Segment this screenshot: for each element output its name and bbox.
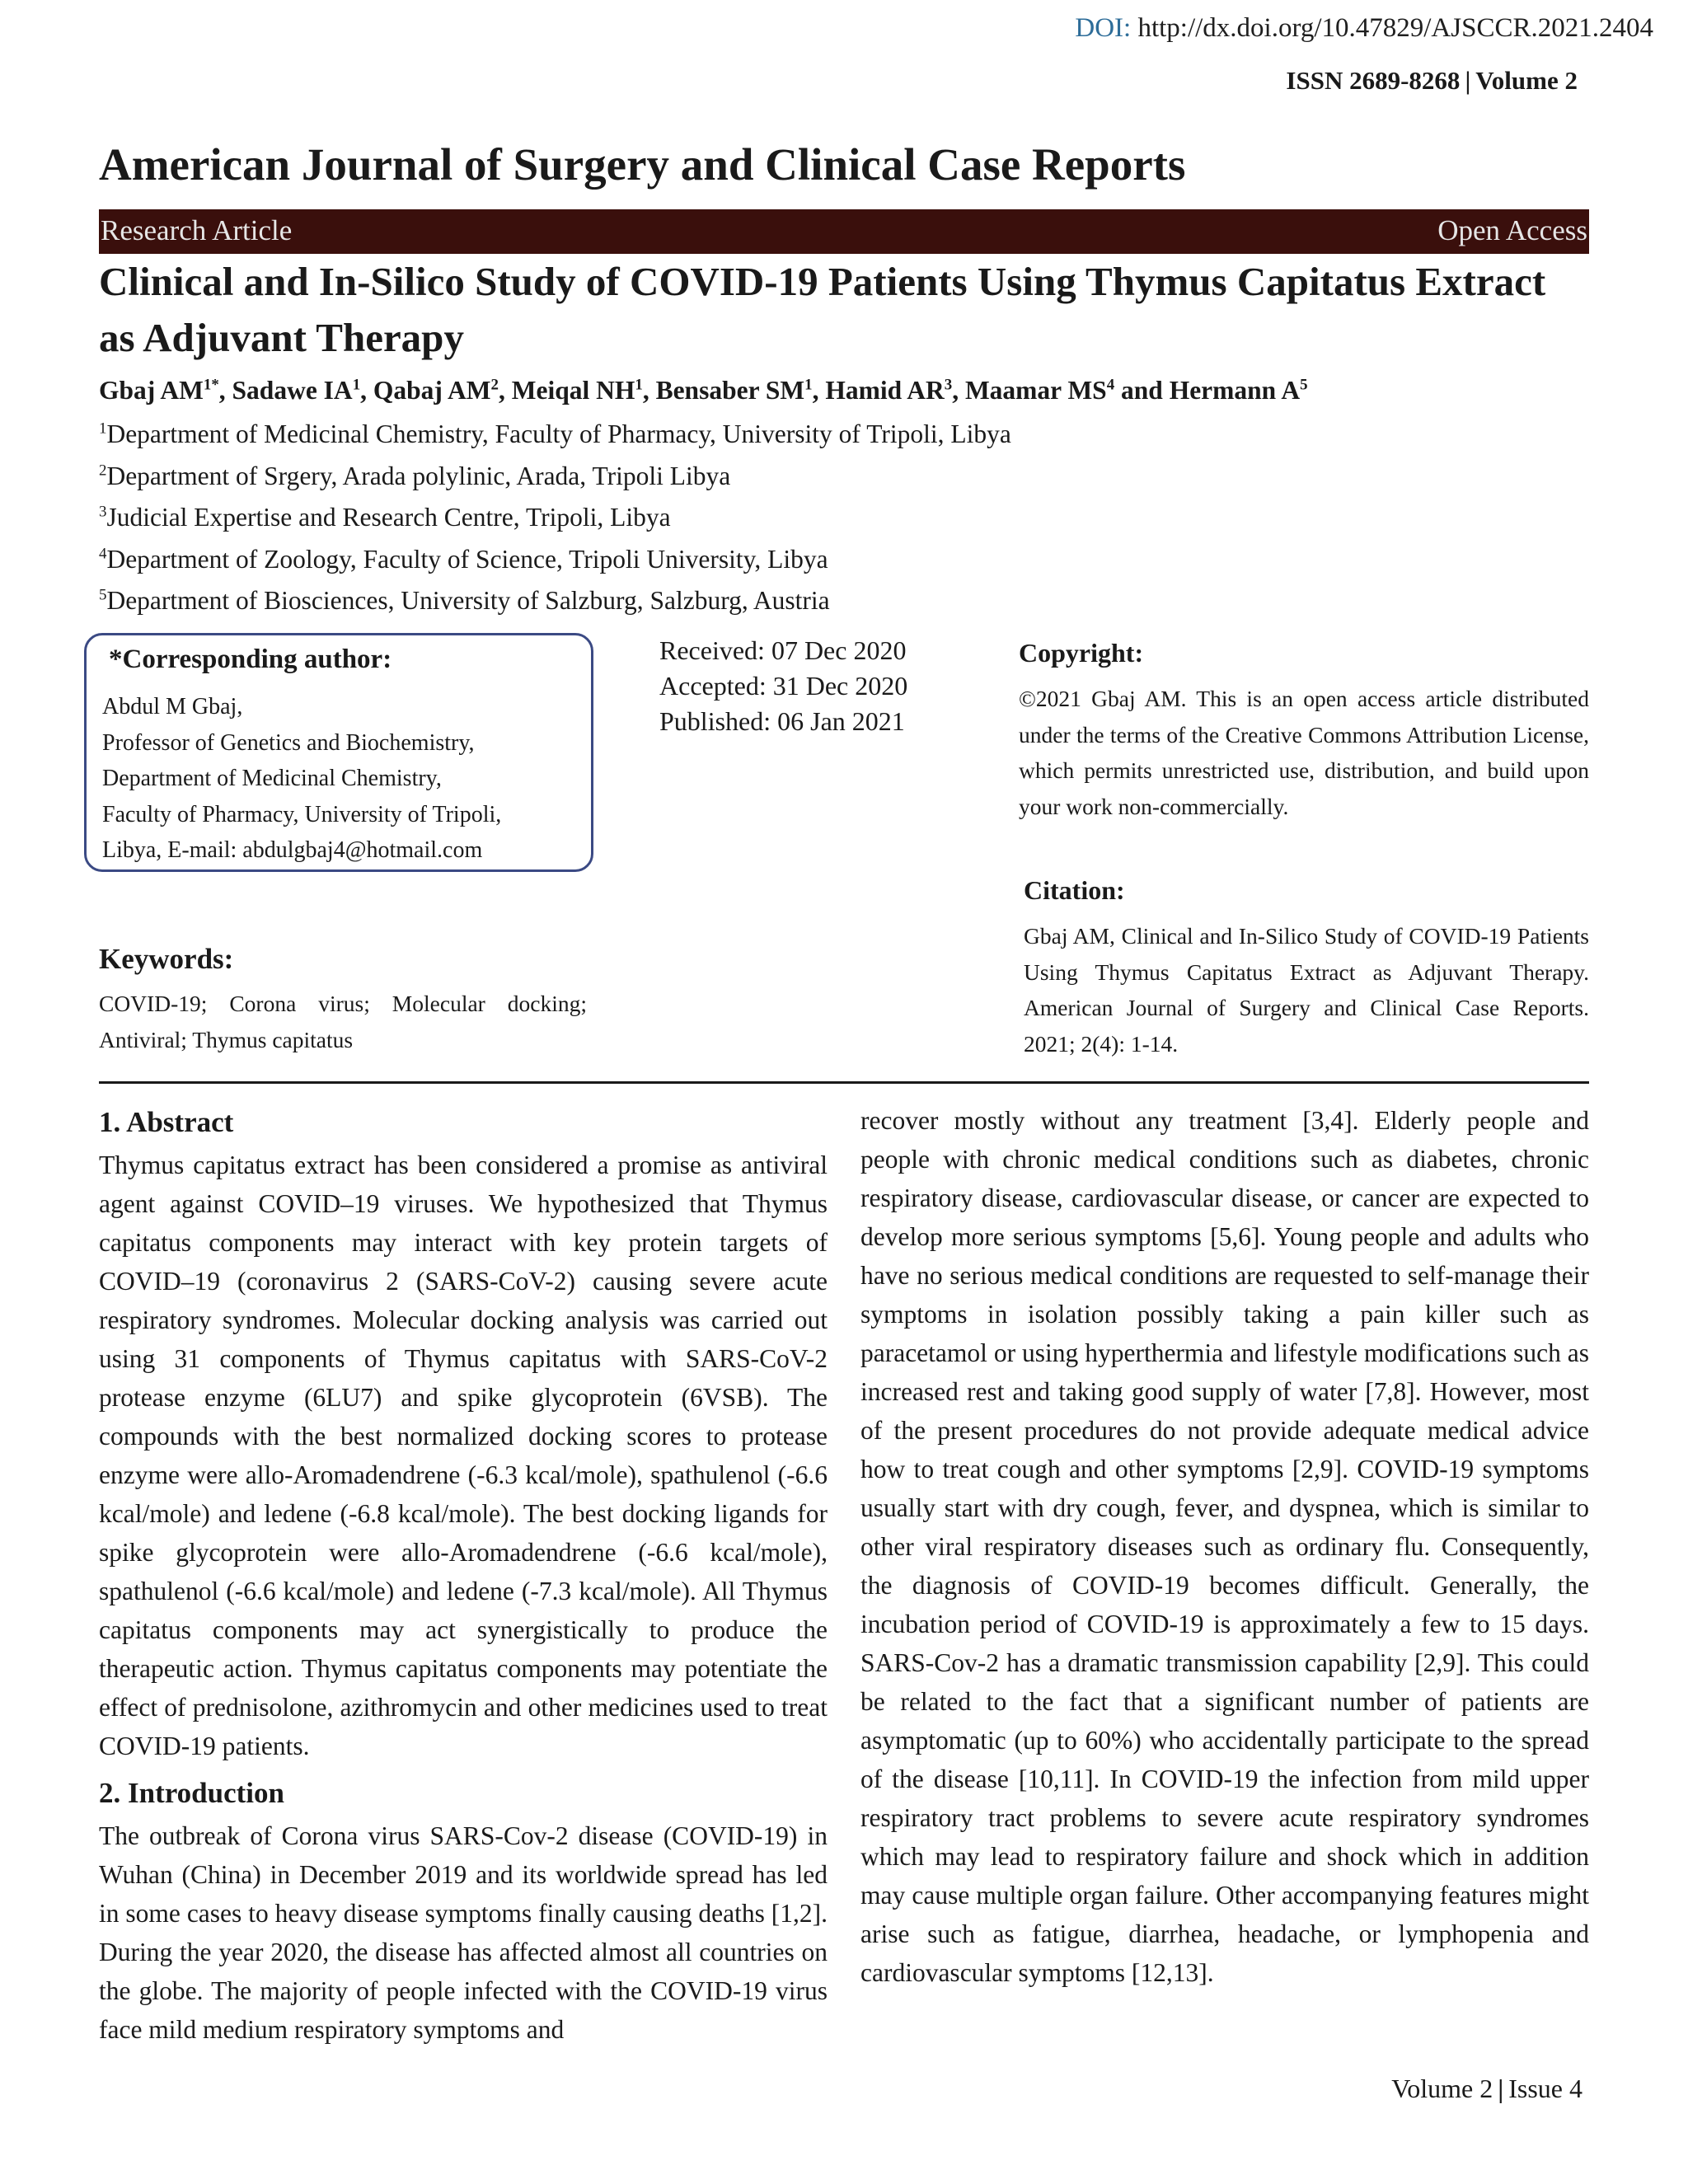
author: Bensaber $SM^1$, [655,376,826,405]
published-date: Published: 06 Jan 2021 [659,706,905,736]
author: Maamar $MS^4$ and [964,376,1170,405]
copyright-text: ©2021 Gbaj AM. This is an open access article distributed under the terms of the Creative Commons Attribution License, which permits unrestricted use, distribution, and build upon your work non-commercially. [1019,686,1589,819]
volume-label: Volume 2 [1475,66,1578,95]
corresponding-line: Libya, E-mail: abdulgbaj4@hotmail.com [102,837,483,863]
copyright-title: Copyright: [1019,638,1144,668]
author-list [99,376,1308,405]
affiliation: $^1$Department of Medicinal Chemistry, Faculty of Pharmacy, University of Tripoli, Libya [99,419,1011,448]
affiliation: $^3$Judicial Expertise and Research Centre, Tripoli, Libya [99,503,671,532]
section-divider [99,1081,1589,1084]
accepted-date: Accepted: 31 Dec 2020 [659,671,908,701]
corresponding-author-title: *Corresponding author: [109,644,392,674]
author: Hamid $AR^3$, [825,376,965,405]
introduction-heading: 2. Introduction [99,1777,284,1809]
author: Qabaj $AM^2$, [373,376,512,405]
author: Hermann $A^5$ [1169,376,1308,405]
abstract-heading: 1. Abstract [99,1106,234,1138]
page-footer [1391,2074,1582,2104]
footer-issue: Issue 4 [1508,2074,1582,2103]
citation-title: Citation: [1024,875,1125,905]
article-type: Research Article [101,214,293,246]
issn-number: ISSN 2689-8268 [1286,66,1461,95]
introduction-text-right: recover mostly without any treatment [3,4]. Elderly people and people with chronic medical conditions such as diabetes, chronic respiratory disease, cardiovascular disease, or cancer are expected to develop more serious symptoms [5,6]. Young people and adults who have no serious medical conditions are requested to self-manage their symptoms in isolation possibly taking a pain killer such as paracetamol or using hyperthermia and lifestyle modifications such as increased rest and taking good supply of water [7,8]. However, most of the present procedures do not provide adequate medical advice how to treat cough and other symptoms [2,9]. COVID-19 symptoms usually start with dry cough, fever, and dyspnea, which is similar to other viral respiratory diseases such as ordinary flu. Consequently, the diagnosis of COVID-19 becomes difficult. Generally, the incubation period of COVID-19 is approximately a few to 15 days. SARS-Cov-2 has a dramatic transmission capability [2,9]. This could be related to the fact that a significant number of patients are asymptomatic (up to 60%) who accidentally participate to the spread of the disease [10,11]. In COVID-19 the infection from mild upper respiratory tract problems to severe acute respiratory syndromes which may lead to respiratory failure and shock which in addition may cause multiple organ failure. Other accompanying features might arise such as fatigue, diarrhea, headache, or lymphopenia and cardiovascular symptoms [12,13]. [860,1106,1589,1987]
introduction-text-left: The outbreak of Corona virus SARS-Cov-2 disease (COVID-19) in Wuhan (China) in December 2019 and its worldwide spread has led in some cases to heavy disease symptoms finally causing deaths [1,2]. During the year 2020, the disease has affected almost all countries on the globe. The majority of people infected with the COVID-19 virus face mild medium respiratory symptoms and [99,1821,828,2044]
affiliation: $^5$Department of Biosciences, University of Salzburg, Salzburg, Austria [99,586,830,615]
corresponding-author-details [102,689,501,869]
corresponding-line: Professor of Genetics and Biochemistry, [102,729,475,756]
corresponding-line: Department of Medicinal Chemistry, [102,766,442,791]
title-line-2: as Adjuvant Therapy [99,315,464,360]
separator: | [1498,2074,1504,2103]
received-date: Received: 07 Dec 2020 [659,635,907,665]
corresponding-line: Abdul M Gbaj, [102,694,243,719]
abstract-text: Thymus capitatus extract has been considered a promise as antiviral agent against COVID‒19 viruses. We hypothesized that Thymus capitatus components may interact with key protein targets of COVID‒19 (coronavirus 2 (SARS-CoV-2) causing severe acute respiratory syndromes. Molecular docking analysis was carried out using 31 components of Thymus capitatus with SARS-CoV-2 protease enzyme (6LU7) and spike glycoprotein (6VSB). The compounds with the best normalized docking scores to protease enzyme were allo-Aromadendrene (-6.3 kcal/mole), spathulenol (-6.6 kcal/mole) and ledene (-6.8 kcal/mole). The best docking ligands for spike glycoprotein were allo-Aromadendrene (-6.6 kcal/mole), spathulenol (-6.6 kcal/mole) and ledene (-7.3 kcal/mole). All Thymus capitatus components may act synergistically to produce the therapeutic action. Thymus capitatus components may potentiate the effect of prednisolone, azithromycin and other medicines used to treat COVID-19 patients. [99,1151,828,1760]
affiliation: $^2$Department of Srgery, Arada polylinic, Arada, Tripoli Libya [99,461,731,490]
article-title [99,254,1591,366]
keywords-title: Keywords: [99,943,234,975]
article-dates [659,633,907,739]
doi-label: DOI: [1075,13,1132,43]
corresponding-line: Faculty of Pharmacy, University of Tripoli, [102,801,502,827]
affiliation-list [99,414,1011,622]
citation-text: Gbaj AM, Clinical and In-Silico Study of COVID-19 Patients Using Thymus Capitatus Extract as Adjuvant Therapy. American Journal of Surgery and Clinical Case Reports. 2021; 2(4): 1-14. [1024,923,1589,1057]
keywords-text: COVID-19; Corona virus; Molecular docking; Antiviral; Thymus capitatus [99,991,587,1052]
doi-line [1075,13,1653,44]
title-line-1: Clinical and In-Silico Study of COVID-19 Patients Using Thymus Capitatus Extract [99,259,1546,304]
journal-title: American Journal of Surgery and Clinical Case Reports [99,139,1186,190]
issn-line [1286,66,1578,96]
footer-volume: Volume 2 [1391,2074,1493,2103]
article-type-bar [99,209,1589,254]
author: Sadawe $IA^1$, [232,376,373,405]
author: Meiqal $NH^1$, [511,376,656,405]
right-column [860,1101,1589,1999]
separator: | [1465,66,1471,95]
author: Gbaj $AM^{1*}$, [99,376,232,405]
affiliation: $^4$Department of Zoology, Faculty of Science, Tripoli University, Libya [99,544,828,574]
access-type: Open Access [1437,214,1587,246]
doi-link[interactable]: http://dx.doi.org/10.47829/AJSCCR.2021.2404 [1137,13,1653,43]
left-column [99,1101,828,2055]
